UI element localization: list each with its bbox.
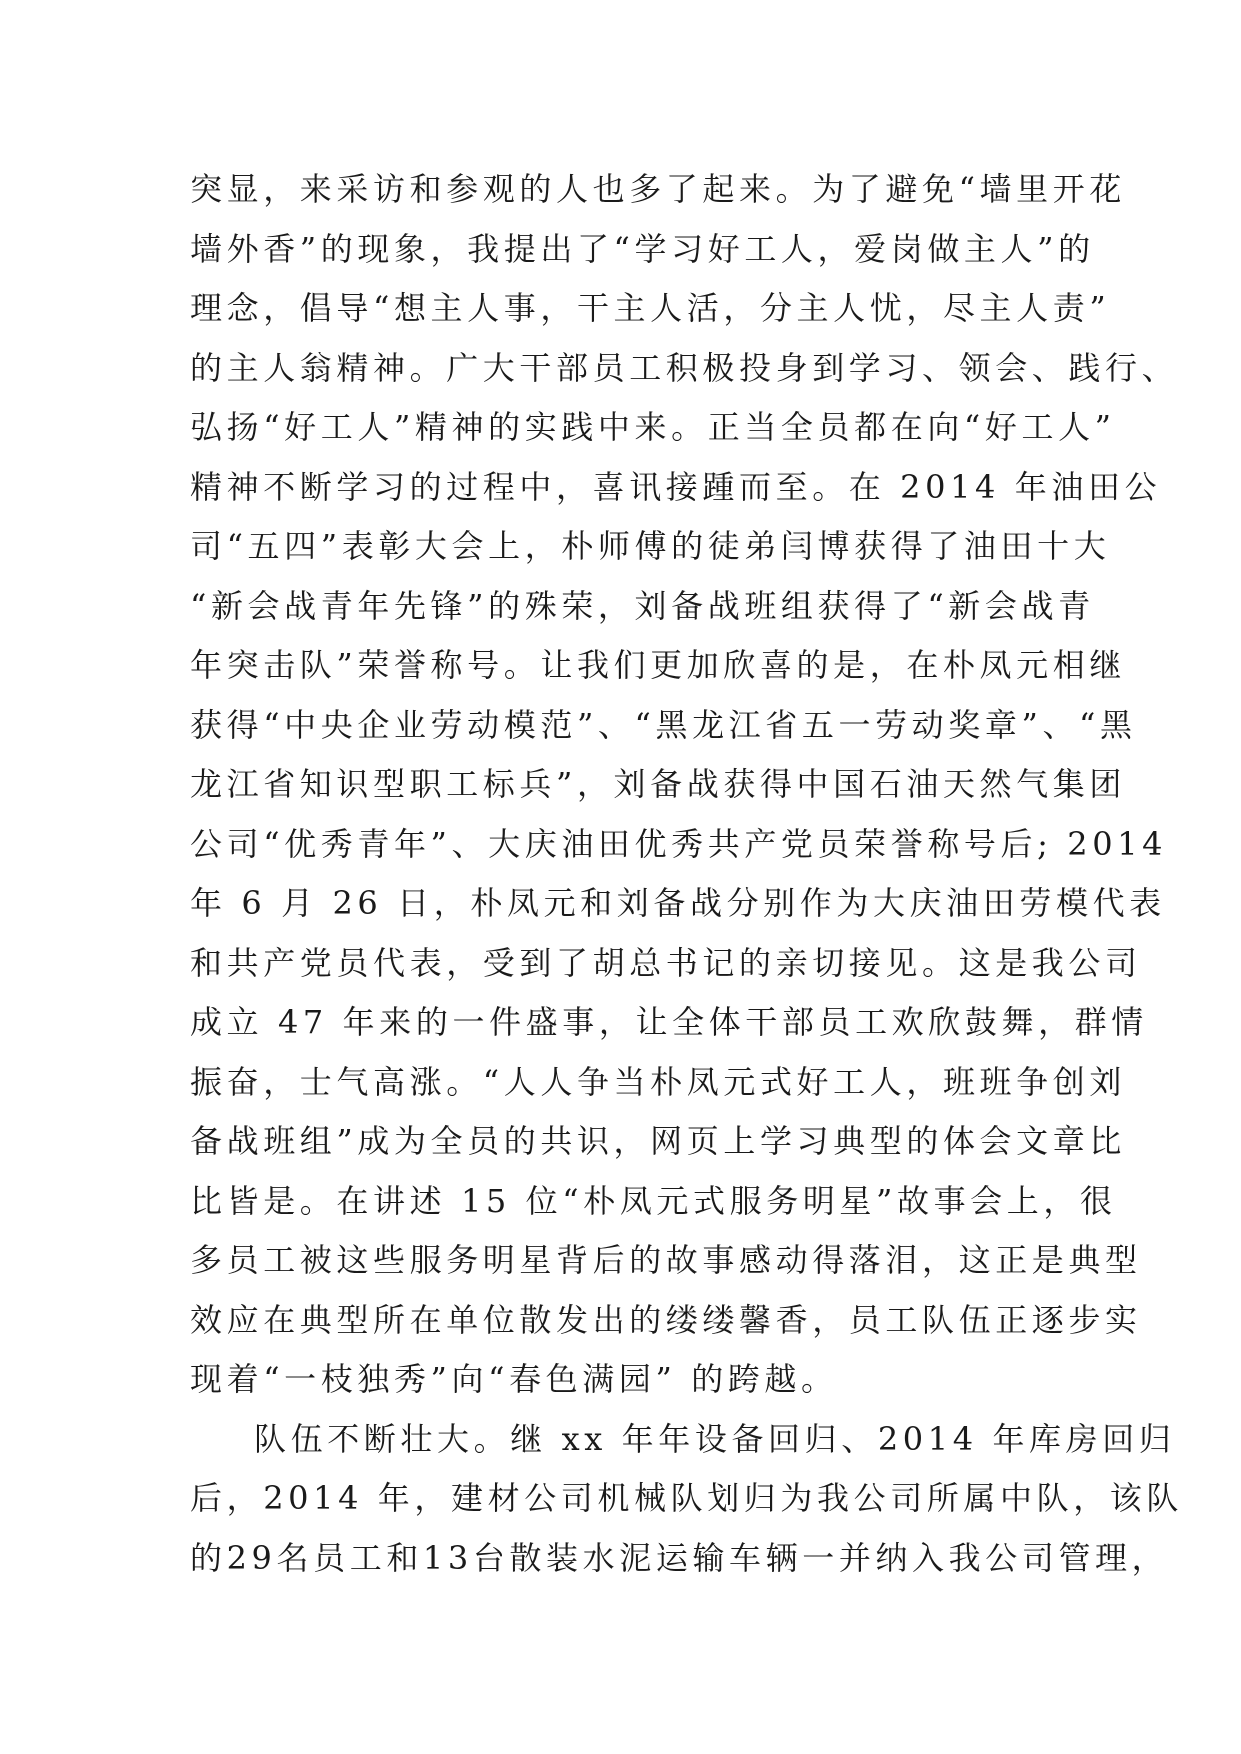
body-text <box>190 160 1184 1588</box>
paragraph-line: 突显，来采访和参观的人也多了起来。为了避免“墙里开花 <box>190 170 1126 208</box>
paragraph-line: 司“五四”表彰大会上，朴师傅的徒弟闫博获得了油田十大 <box>190 527 1111 565</box>
paragraph-line: 获得“中央企业劳动模范”、“黑龙江省五一劳动奖章”、“黑 <box>190 705 1137 744</box>
paragraph-line: 振奋，士气高涨。“人人争当朴凤元式好工人，班班争创刘 <box>190 1062 1126 1101</box>
paragraph-line: 的主人翁精神。广大干部员工积极投身到学习、领会、践行、 <box>190 348 1179 387</box>
paragraph-line: 龙江省知识型职工标兵”，刘备战获得中国石油天然气集团 <box>190 765 1126 803</box>
paragraph-line: 比皆是。在讲述 15 位“朴凤元式服务明星”故事会上，很 <box>190 1181 1117 1220</box>
paragraph-line: 效应在典型所在单位散发出的缕缕馨香，员工队伍正逐步实 <box>190 1300 1142 1339</box>
paragraph-1 <box>190 160 1179 1410</box>
paragraph-line: 备战班组”成为全员的共识，网页上学习典型的体会文章比 <box>190 1122 1126 1160</box>
paragraph-line: 理念，倡导“想主人事，干主人活，分主人忧，尽主人责” <box>190 289 1111 327</box>
paragraph-line: 现着“一枝独秀”向“春色满园” 的跨越。 <box>190 1360 838 1398</box>
paragraph-line: 年突击队”荣誉称号。让我们更加欣喜的是，在朴凤元相继 <box>190 646 1126 684</box>
paragraph-line: 和共产党员代表，受到了胡总书记的亲切接见。这是我公司 <box>190 943 1142 982</box>
paragraph-line: 多员工被这些服务明星背后的故事感动得落泪，这正是典型 <box>190 1241 1142 1279</box>
paragraph-line: 年 6 月 26 日，朴凤元和刘备战分别作为大庆油田劳模代表 <box>190 884 1166 922</box>
paragraph-line: 后，2014 年，建材公司机械队划归为我公司所属中队，该队 <box>190 1479 1184 1517</box>
paragraph-line: 的29名员工和13台散装水泥运输车辆一并纳入我公司管理， <box>190 1538 1169 1577</box>
paragraph-line: 墙外香”的现象，我提出了“学习好工人，爱岗做主人”的 <box>190 229 1095 268</box>
paragraph-line: “新会战青年先锋”的殊荣，刘备战班组获得了“新会战青 <box>190 586 1095 625</box>
paragraph-2 <box>190 1410 1184 1589</box>
paragraph-line: 队伍不断壮大。继 xx 年年设备回归、2014 年库房回归 <box>254 1419 1176 1458</box>
paragraph-line: 精神不断学习的过程中，喜讯接踵而至。在 2014 年油田公 <box>190 467 1162 506</box>
paragraph-line: 弘扬“好工人”精神的实践中来。正当全员都在向“好工人” <box>190 408 1116 446</box>
paragraph-line: 成立 47 年来的一件盛事，让全体干部员工欢欣鼓舞，群情 <box>190 1003 1148 1041</box>
paragraph-line: 公司“优秀青年”、大庆油田优秀共产党员荣誉称号后; 2014 <box>190 824 1168 863</box>
